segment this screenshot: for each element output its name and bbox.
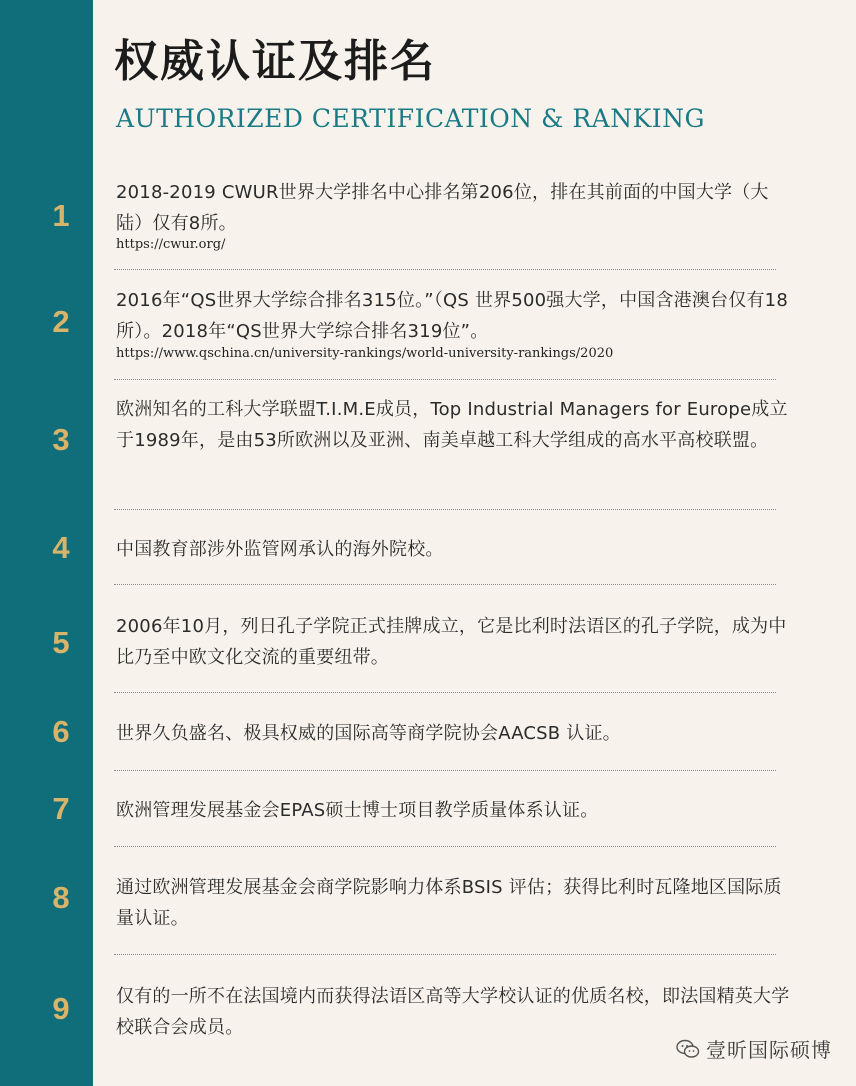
divider: [114, 379, 776, 380]
item-number: 5: [52, 625, 70, 660]
item-text: 通过欧洲管理发展基金会商学院影响力体系BSIS 评估；获得比利时瓦隆地区国际质量认证。: [116, 877, 782, 929]
item-number: 1: [52, 198, 70, 233]
divider: [114, 954, 776, 955]
divider: [114, 584, 776, 585]
divider: [114, 846, 776, 847]
divider: [114, 770, 776, 771]
watermark-text: 壹昕国际硕博: [706, 1038, 832, 1062]
divider: [114, 269, 776, 270]
item-number: 7: [52, 791, 70, 826]
item-text: 世界久负盛名、极具权威的国际高等商学院协会AACSB 认证。: [116, 723, 621, 744]
item-number: 4: [52, 530, 70, 565]
page-subtitle: AUTHORIZED CERTIFICATION & RANKING: [116, 104, 705, 133]
item-number: 9: [52, 991, 70, 1026]
watermark: [676, 1034, 832, 1063]
item-text: 仅有的一所不在法国境内而获得法语区高等大学校认证的优质名校，即法国精英大学校联合会成员。: [116, 986, 790, 1038]
divider: [114, 692, 776, 693]
item-url: https://cwur.org/: [116, 237, 226, 252]
item-number: 3: [52, 422, 70, 457]
wechat-icon: [676, 1039, 700, 1059]
item-number: 8: [52, 880, 70, 915]
item-text: 2016年“QS世界大学综合排名315位。”（QS 世界500强大学，中国含港澳台仅有18所）。2018年“QS世界大学综合排名319位”。: [116, 290, 788, 342]
item-number: 2: [52, 304, 70, 339]
item-text: 欧洲知名的工科大学联盟T.I.M.E成员，Top Industrial Managers for Europe成立于1989年，是由53所欧洲以及亚洲、南美卓越工科大学组成的高水平高校联盟。: [116, 399, 788, 451]
item-text: 2006年10月，列日孔子学院正式挂牌成立，它是比利时法语区的孔子学院，成为中比乃至中欧文化交流的重要纽带。: [116, 616, 787, 668]
item-text: 欧洲管理发展基金会EPAS硕士博士项目教学质量体系认证。: [116, 800, 599, 821]
item-number: 6: [52, 714, 70, 749]
item-url: https://www.qschina.cn/university-rankings/world-university-rankings/2020: [116, 346, 614, 361]
page-title: 权威认证及排名: [114, 36, 436, 87]
item-text: 中国教育部涉外监管网承认的海外院校。: [116, 539, 444, 560]
item-text: 2018-2019 CWUR世界大学排名中心排名第206位，排在其前面的中国大学（大陆）仅有8所。: [116, 182, 769, 234]
divider: [114, 509, 776, 510]
